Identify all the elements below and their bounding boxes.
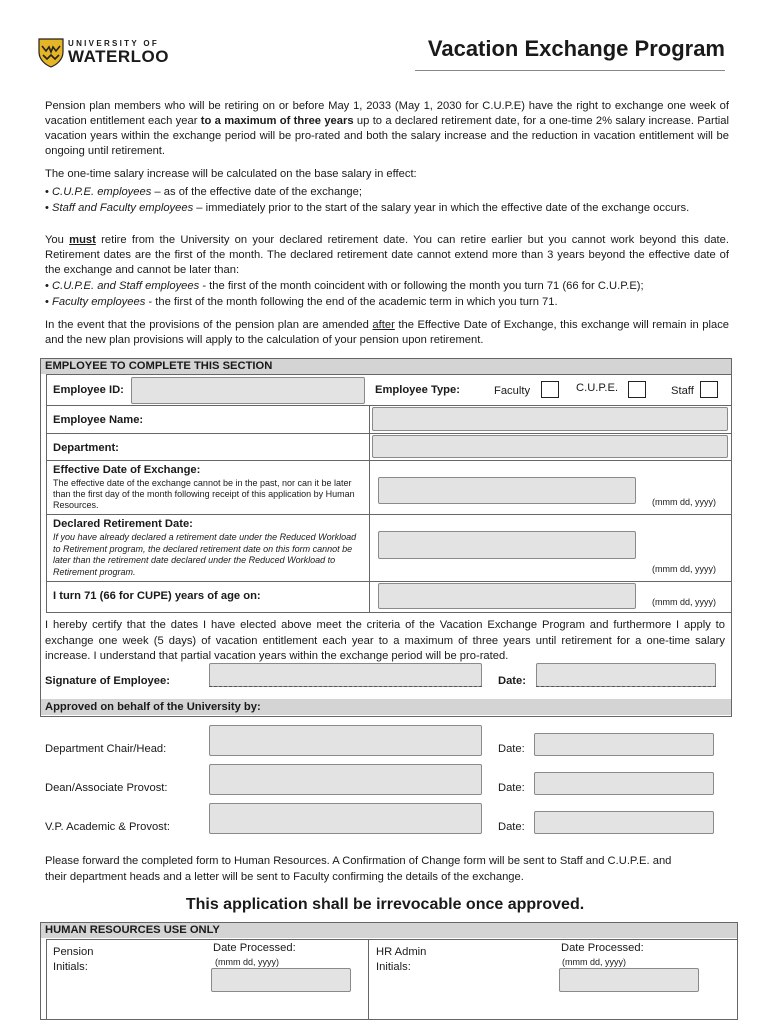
employee-name-field[interactable] <box>372 407 728 431</box>
retirement-date-field[interactable] <box>378 531 636 559</box>
chair-date-field[interactable] <box>534 733 714 756</box>
bullet-faculty-retire: • Faculty employees - the first of the month following the end of the academic term in which you turn 71. <box>45 296 558 308</box>
vp-date-label: Date: <box>498 821 525 833</box>
intro-paragraph-2: The one-time salary increase will be calculated on the base salary in effect: <box>45 168 417 180</box>
employee-date-field[interactable] <box>536 663 716 687</box>
logo-line1: UNIVERSITY OF <box>68 39 160 48</box>
dean-date-label: Date: <box>498 782 525 794</box>
retirement-date-format: (mmm dd, yyyy) <box>652 564 716 574</box>
certification-text: I hereby certify that the dates I have elected above meet the criteria of the Vacation Exchange Program and furthermore I apply to exchange one week (5 days) of vacation entitlement each year to a maximum of three years until retirement for a one-time salary increase. I understand that partial vacation years within the exchange period will be pro-rated. <box>45 619 725 662</box>
vp-label: V.P. Academic & Provost: <box>45 821 170 833</box>
turn-71-label: I turn 71 (66 for CUPE) years of age on: <box>53 590 261 602</box>
department-field[interactable] <box>372 435 728 458</box>
intro-p3-must: must <box>69 234 96 246</box>
employee-id-label: Employee ID: <box>53 384 124 396</box>
row-rule <box>46 612 732 613</box>
logo-line2: WATERLOO <box>68 47 169 66</box>
intro-p3-text-2: retire from the University on your declared retirement date. You can retire earlier but you cannot work beyond this date. Retirement dates are the first of the month. The declared retirement date cannot extend more than 3 years beyond the effective date of the exchange and cannot be later than: <box>45 234 729 276</box>
hr-date-processed-label: Date Processed: <box>561 942 644 954</box>
chair-label: Department Chair/Head: <box>45 743 167 755</box>
employee-signature-label: Signature of Employee: <box>45 675 170 687</box>
pension-date-format: (mmm dd, yyyy) <box>215 957 279 967</box>
title-rule <box>415 70 725 71</box>
intro-p4-text-2: the Effective Date of Exchange, this exchange will remain in place and the new plan provisions will apply to the calculation of your pension upon retirement. <box>45 319 730 346</box>
effective-date-label: Effective Date of Exchange: <box>53 464 201 476</box>
staff-checkbox[interactable] <box>700 381 718 398</box>
chair-date-label: Date: <box>498 743 525 755</box>
effective-date-field[interactable] <box>378 477 636 504</box>
type-faculty-label: Faculty <box>494 385 531 397</box>
effective-date-format: (mmm dd, yyyy) <box>652 497 716 507</box>
department-label: Department: <box>53 442 119 454</box>
row-rule <box>46 514 732 515</box>
row-rule <box>46 939 738 940</box>
row-rule <box>46 405 732 406</box>
type-staff-label: Staff <box>671 385 694 397</box>
intro-p3-text: You <box>45 234 70 246</box>
col-rule <box>368 939 369 1019</box>
university-logo <box>38 38 173 70</box>
employee-id-field[interactable] <box>131 377 365 404</box>
pension-date-field[interactable] <box>211 968 351 992</box>
employee-name-label: Employee Name: <box>53 414 144 426</box>
intro-paragraph-4 <box>45 318 729 348</box>
bullet-cupe-text: – as of the effective date of the exchange; <box>151 186 362 198</box>
hr-section-header: HUMAN RESOURCES USE ONLY <box>41 923 737 938</box>
intro-p4-after: after <box>372 319 395 331</box>
bullet-staff-faculty-salary: • Staff and Faculty employees – immediately prior to the start of the salary year in which the effective date of the exchange occurs. <box>45 202 690 214</box>
bullet-faculty-label: Faculty employees <box>52 296 146 308</box>
hr-date-format: (mmm dd, yyyy) <box>562 957 626 967</box>
row-rule <box>46 433 732 434</box>
vp-date-field[interactable] <box>534 811 714 834</box>
intro-p1-bold: to a maximum of three years <box>200 115 354 127</box>
effective-date-note: The effective date of the exchange cannot be in the past, nor can it be later than the first day of the month following receipt of this application by Human Resources. <box>53 478 355 510</box>
dean-label: Dean/Associate Provost: <box>45 782 168 794</box>
bullet-staff-faculty-label: Staff and Faculty employees <box>52 202 194 214</box>
retirement-date-note: If you have already declared a retirement date under the Reduced Workload to Retirement program, the declared retirement date on this form cannot be later than the retirement date declared under the Reduced Workload to Retirement program. <box>53 532 357 577</box>
chair-signature-field[interactable] <box>209 725 482 756</box>
employee-signature-field[interactable] <box>209 663 482 687</box>
bullet-cupe-salary: • C.U.P.E. employees – as of the effective date of the exchange; <box>45 186 362 198</box>
bullet-faculty-text: - the first of the month following the end of the academic term in which you turn 71. <box>145 296 558 308</box>
intro-p1-text-2: up to a declared retirement date, for a one-time 2% salary increase. Partial vacation years within the exchange period will be pro-rated and both the salary increase and the reduction in vacation entitlement will be ongoing until retirement. <box>45 115 729 157</box>
pension-date-processed-label: Date Processed: <box>213 942 296 954</box>
vp-signature-field[interactable] <box>209 803 482 834</box>
forward-instructions: Please forward the completed form to Human Resources. A Confirmation of Change form will be sent to Staff and C.U.P.E. and their department heads and a letter will be sent to Faculty confirming the details of the exchange. <box>45 855 672 883</box>
col-rule <box>46 374 47 612</box>
employee-section-header: EMPLOYEE TO COMPLETE THIS SECTION <box>41 359 731 374</box>
intro-p4-text: In the event that the provisions of the pension plan are amended <box>45 319 373 331</box>
intro-paragraph-1 <box>45 99 729 159</box>
page-title: Vacation Exchange Program <box>427 36 725 61</box>
dean-date-field[interactable] <box>534 772 714 795</box>
pension-initials-label: Pension Initials: <box>53 946 94 973</box>
bullet-staff-faculty-text: – immediately prior to the start of the salary year in which the effective date of the exchange occurs. <box>193 202 690 214</box>
col-rule <box>46 939 47 1019</box>
hr-admin-initials-label: HR Admin Initials: <box>376 946 427 973</box>
irrevocable-notice: This application shall be irrevocable once approved. <box>185 896 585 913</box>
employee-signature-line <box>209 686 482 687</box>
cupe-checkbox[interactable] <box>628 381 646 398</box>
approval-header: Approved on behalf of the University by: <box>41 699 731 715</box>
turn-71-date-format: (mmm dd, yyyy) <box>652 597 716 607</box>
row-rule <box>46 460 732 461</box>
crest-icon <box>38 38 64 68</box>
type-cupe-label: C.U.P.E. <box>576 382 619 394</box>
row-rule <box>46 374 732 375</box>
bullet-cupe-staff-label: C.U.P.E. and Staff employees <box>52 280 200 292</box>
employee-type-label: Employee Type: <box>375 384 460 396</box>
intro-paragraph-3 <box>45 233 729 278</box>
bullet-cupe-label: C.U.P.E. employees <box>52 186 152 198</box>
row-rule <box>46 581 732 582</box>
bullet-cupe-staff-text: - the first of the month coincident with or following the month you turn 71 (66 for C.U.P.E); <box>199 280 644 292</box>
bullet-cupe-staff-retire: • C.U.P.E. and Staff employees - the first of the month coincident with or following the month you turn 71 (66 for C.U.P.E); <box>45 280 644 292</box>
turn-71-date-field[interactable] <box>378 583 636 609</box>
hr-date-field[interactable] <box>559 968 699 992</box>
employee-date-label: Date: <box>498 675 526 687</box>
intro-p1-text: Pension plan members who will be retiring on or before May 1, 2033 (May 1, 2030 for C.U.P.E) have the right to exchange one week of vacation entitlement each year <box>45 100 729 127</box>
faculty-checkbox[interactable] <box>541 381 559 398</box>
retirement-date-label: Declared Retirement Date: <box>53 518 193 530</box>
dean-signature-field[interactable] <box>209 764 482 795</box>
employee-date-line <box>536 686 716 687</box>
